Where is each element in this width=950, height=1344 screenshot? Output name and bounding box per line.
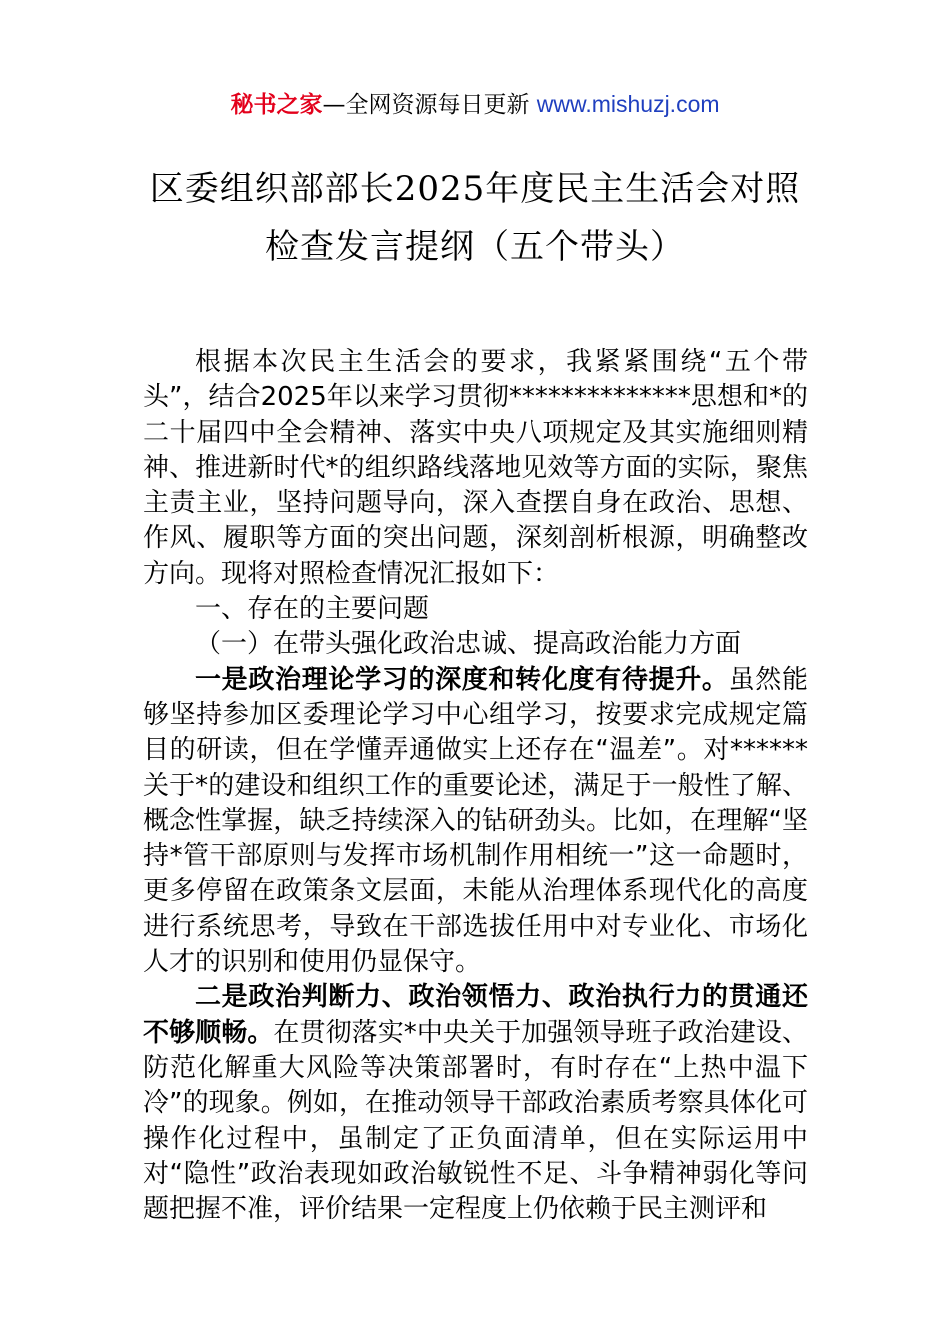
document-title-line2: 检查发言提纲（五个带头） [265,227,685,267]
point-one-body: 虽然能够坚持参加区委理论学习中心组学习，按要求完成规定篇目的研读，但在学懂弄通做实上还存在“温差”。对******关于*的建设和组织工作的重要论述，满足于一般性了解、概念性掌握，缺乏持续深入的钻研劲头。比如，在理解“坚持*管干部原则与发挥市场机制作用相统一”这一命题时，更多停留在政策条文层面，未能从治理体系现代化的高度进行系统思考，导致在干部选拔任用中对专业化、市场化人才的识别和使用仍显保守。 [143,664,808,978]
point-two-body: 在贯彻落实*中央关于加强领导班子政治建设、防范化解重大风险等决策部署时，有时存在“上热中温下冷”的现象。例如，在推动领导干部政治素质考察具体化可操作化过程中，虽制定了正负面清单，但在实际运用中对“隐性”政治表现如政治敏锐性不足、斗争精神弱化等问题把握不准，评价结果一定程度上仍依赖于民主测评和 [143,1017,808,1225]
section-heading: 一、存在的主要问题 [195,594,430,625]
document-title-line1: 区委组织部部长2025年度民主生活会对照 [149,169,801,209]
document-body [143,345,808,1227]
point-one-lead: 一是政治理论学习的深度和转化度有待提升。 [195,664,729,695]
point-two-paragraph [143,980,808,1227]
subsection-heading: （一）在带头强化政治忠诚、提高政治能力方面 [195,629,742,660]
point-one-paragraph [143,663,808,981]
site-header [0,88,950,121]
intro-paragraph: 根据本次民主生活会的要求，我紧紧围绕“五个带头”，结合2025年以来学习贯彻**************思想和*的二十届四中全会精神、落实中央八项规定及其实施细则精神、推进新时代*的组织路线落地见效等方面的实际，聚焦主责主业，坚持问题导向，深入查摆自身在政治、思想、作风、履职等方面的突出问题，深刻剖析根源，明确整改方向。现将对照检查情况汇报如下： [143,347,808,589]
document-title [120,160,830,276]
site-tagline: —全网资源每日更新 [322,92,530,118]
site-brand: 秘书之家 [230,92,323,118]
point-two-lead: 二是政治判断力、政治领悟力、政治执行力的贯通还不够顺畅。 [143,982,808,1048]
site-url-link[interactable]: www.mishuzj.com [536,91,720,117]
